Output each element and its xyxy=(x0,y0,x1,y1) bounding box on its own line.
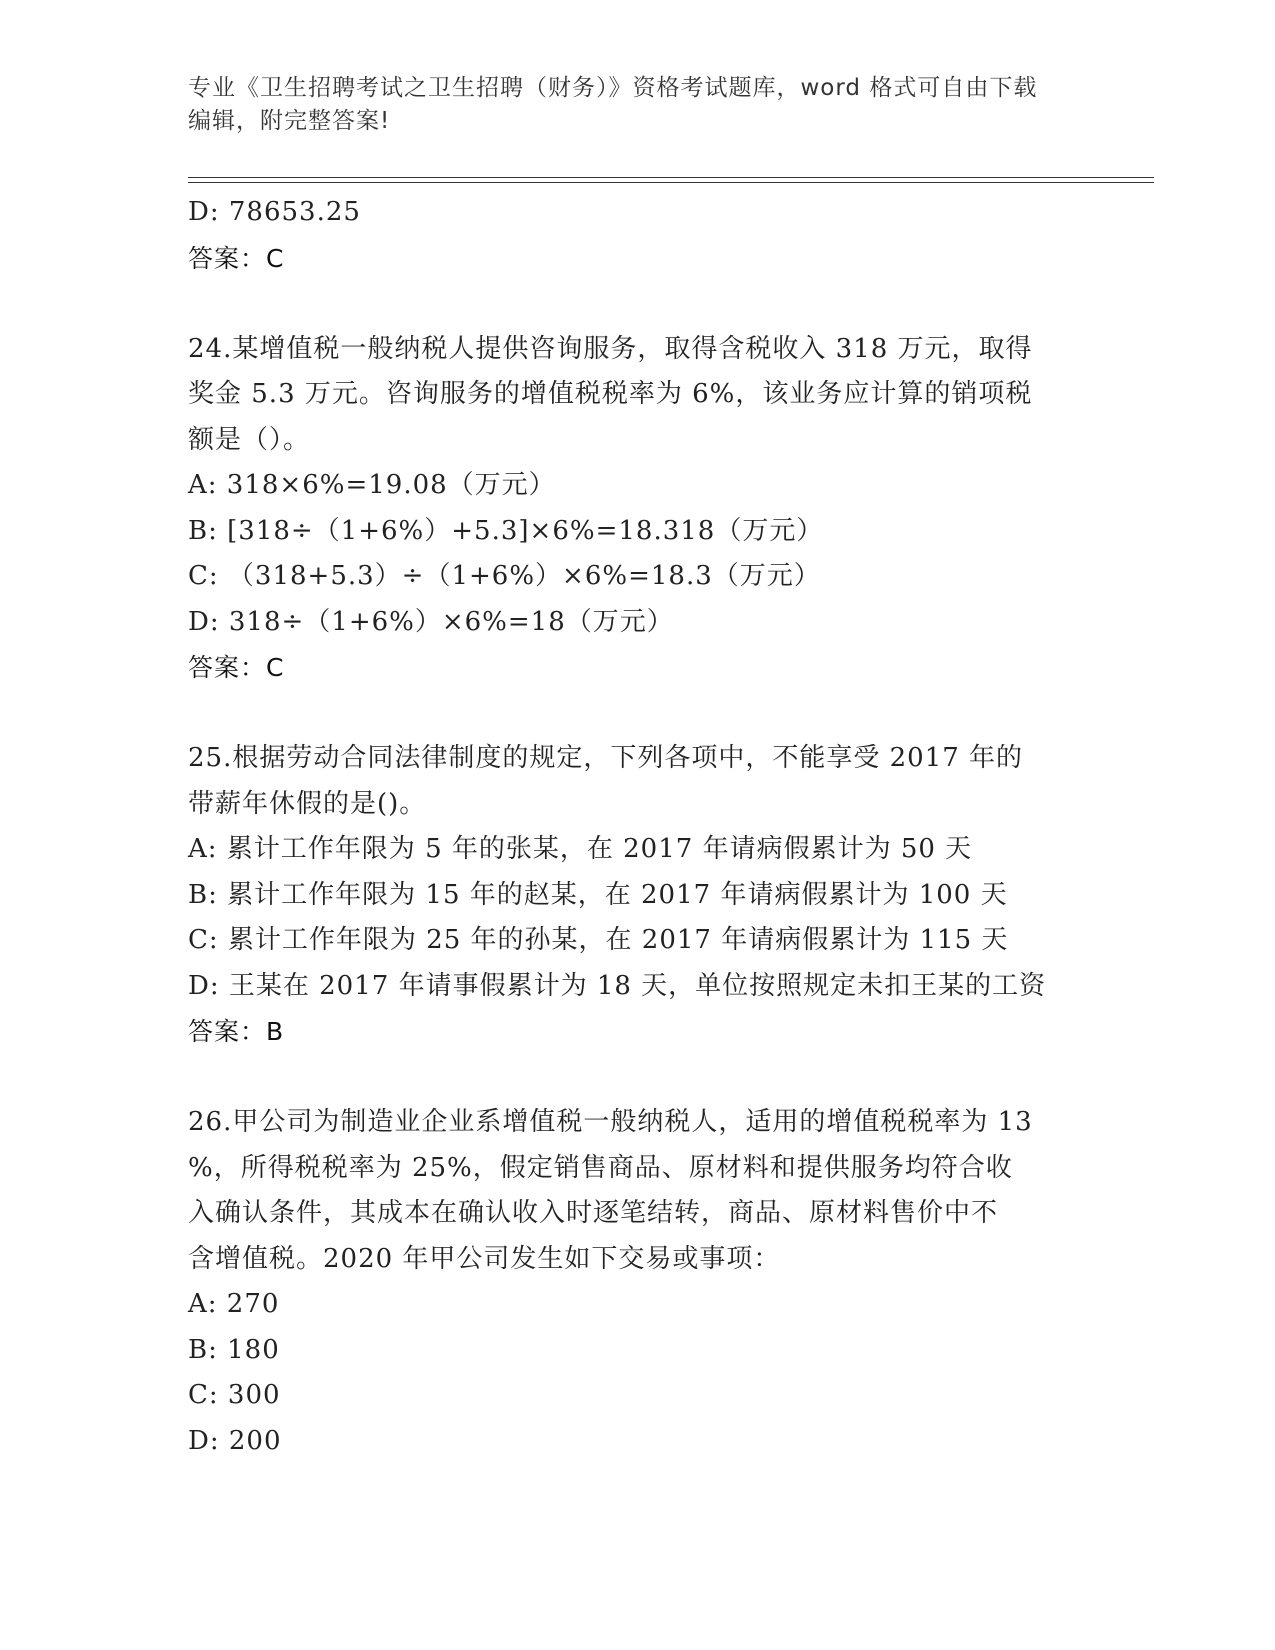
question-26 xyxy=(188,1100,1088,1464)
option-a: A: 318×6%=19.08（万元） xyxy=(188,470,556,500)
question-stem-line: 24.某增值税一般纳税人提供咨询服务，取得含税收入 318 万元，取得 xyxy=(188,333,1033,364)
document-header xyxy=(188,72,1088,138)
question-25 xyxy=(188,736,1088,1055)
question-content xyxy=(188,190,1088,1464)
question-24 xyxy=(188,327,1088,691)
option-d: D: 318÷（1+6%）×6%=18（万元） xyxy=(188,606,674,637)
spacer xyxy=(188,1055,1088,1101)
question-stem-line: %，所得税税率为 25%，假定销售商品、原材料和提供服务均符合收 xyxy=(188,1152,1013,1183)
answer-line: 答案：C xyxy=(188,653,285,682)
header-text-line-2: 编辑，附完整答案! xyxy=(188,108,391,134)
option-c: C: 300 xyxy=(188,1380,281,1410)
question-stem-line: 25.根据劳动合同法律制度的规定，下列各项中，不能享受 2017 年的 xyxy=(188,743,1024,773)
option-b: B: [318÷（1+6%）+5.3]×6%=18.318（万元） xyxy=(188,515,824,546)
question-stem-line: 额是（）。 xyxy=(188,424,311,455)
question-stem-line: 奖金 5.3 万元。咨询服务的增值税税率为 6%，该业务应计算的销项税 xyxy=(188,379,1033,409)
header-divider-bottom xyxy=(188,182,1154,183)
previous-question-tail xyxy=(188,190,1088,281)
spacer xyxy=(188,281,1088,327)
question-stem-line: 入确认条件，其成本在确认收入时逐笔结转，商品、原材料售价中不 xyxy=(188,1198,999,1228)
answer-line: 答案：C xyxy=(188,243,285,273)
option-d: D: 78653.25 xyxy=(188,197,361,227)
option-c: C: （318+5.3）÷（1+6%）×6%=18.3（万元） xyxy=(188,561,821,591)
option-d: D: 王某在 2017 年请事假累计为 18 天，单位按照规定未扣王某的工资 xyxy=(188,970,1047,1001)
header-text-line-1: 专业《卫生招聘考试之卫生招聘（财务）》资格考试题库，word 格式可自由下载 xyxy=(188,75,1038,101)
spacer xyxy=(188,691,1088,737)
option-c: C: 累计工作年限为 25 年的孙某，在 2017 年请病假累计为 115 天 xyxy=(188,925,1009,955)
question-stem-line: 含增值税。2020 年甲公司发生如下交易或事项： xyxy=(188,1243,781,1274)
option-d: D: 200 xyxy=(188,1425,282,1456)
question-stem-line: 带薪年休假的是()。 xyxy=(188,788,427,819)
question-stem-line: 26.甲公司为制造业企业系增值税一般纳税人，适用的增值税税率为 13 xyxy=(188,1107,1033,1137)
option-a: A: 累计工作年限为 5 年的张某，在 2017 年请病假累计为 50 天 xyxy=(188,834,973,864)
option-b: B: 180 xyxy=(188,1334,280,1365)
answer-line: 答案：B xyxy=(188,1017,285,1046)
option-b: B: 累计工作年限为 15 年的赵某，在 2017 年请病假累计为 100 天 xyxy=(188,879,1008,910)
header-divider-top xyxy=(188,177,1154,178)
option-a: A: 270 xyxy=(188,1289,280,1319)
